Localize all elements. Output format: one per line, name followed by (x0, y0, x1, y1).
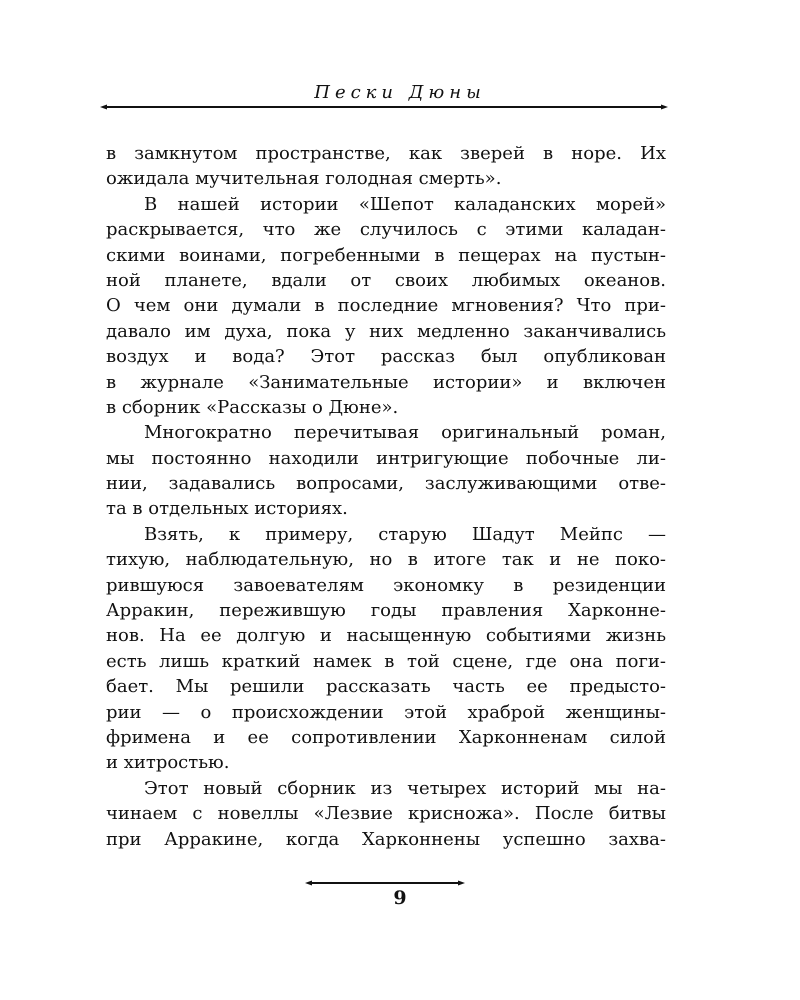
text-line: та в отдельных историях. (106, 498, 348, 520)
text-line: Многократно перечитывая оригинальный роман, (144, 422, 666, 444)
text-line: мы постоянно находили интригующие побочные ли- (106, 447, 666, 469)
text-line: и хитростью. (106, 752, 230, 774)
text-line: фримена и ее сопротивлении Харконненам силой (106, 726, 666, 748)
text-line: в сборник «Рассказы о Дюне». (106, 396, 399, 418)
text-line: рии — о происхождении этой храброй женщины- (106, 701, 666, 723)
text-line: раскрывается, что же случилось с этими каладан- (106, 219, 666, 241)
text-line: О чем они думали в последние мгновения? Что при- (106, 295, 666, 317)
header-rule (100, 102, 668, 112)
text-line: тихую, наблюдательную, но в итоге так и не поко- (106, 549, 666, 571)
text-line: Взять, к примеру, старую Шадут Мейпс — (144, 523, 666, 545)
text-line: есть лишь краткий намек в той сцене, где она поги- (106, 650, 666, 672)
text-line: рившуюся завоевателям экономку в резиденции (106, 574, 666, 596)
text-line: при Арракине, когда Харконнены успешно захва- (106, 828, 666, 850)
text-line: ной планете, вдали от своих любимых океанов. (106, 269, 666, 291)
text-line: давало им духа, пока у них медленно заканчивались (106, 320, 666, 342)
text-line: Арракин, пережившую годы правления Харконне- (106, 600, 666, 622)
text-line: бает. Мы решили рассказать часть ее предысто- (106, 676, 666, 698)
text-line: чинаем с новеллы «Лезвие крисножа». После битвы (106, 803, 666, 825)
text-line: В нашей истории «Шепот каладанских морей» (144, 193, 666, 215)
text-line: скими воинами, погребенными в пещерах на пустын- (106, 244, 666, 266)
text-line: в замкнутом пространстве, как зверей в норе. Их (106, 143, 666, 164)
text-line: нии, задавались вопросами, заслуживающими отве- (106, 473, 666, 495)
text-line: воздух и вода? Этот рассказ был опубликован (106, 346, 666, 368)
body-text (106, 141, 666, 852)
page-number: 9 (393, 887, 407, 909)
text-line: нов. На ее долгую и насыщенную событиями жизнь (106, 625, 666, 647)
text-line: в журнале «Занимательные истории» и включен (106, 371, 666, 393)
text-line: ожидала мучительная голодная смерть». (106, 168, 502, 190)
running-head: Пески Дюны (314, 82, 486, 103)
text-line: Этот новый сборник из четырех историй мы на- (144, 777, 666, 799)
